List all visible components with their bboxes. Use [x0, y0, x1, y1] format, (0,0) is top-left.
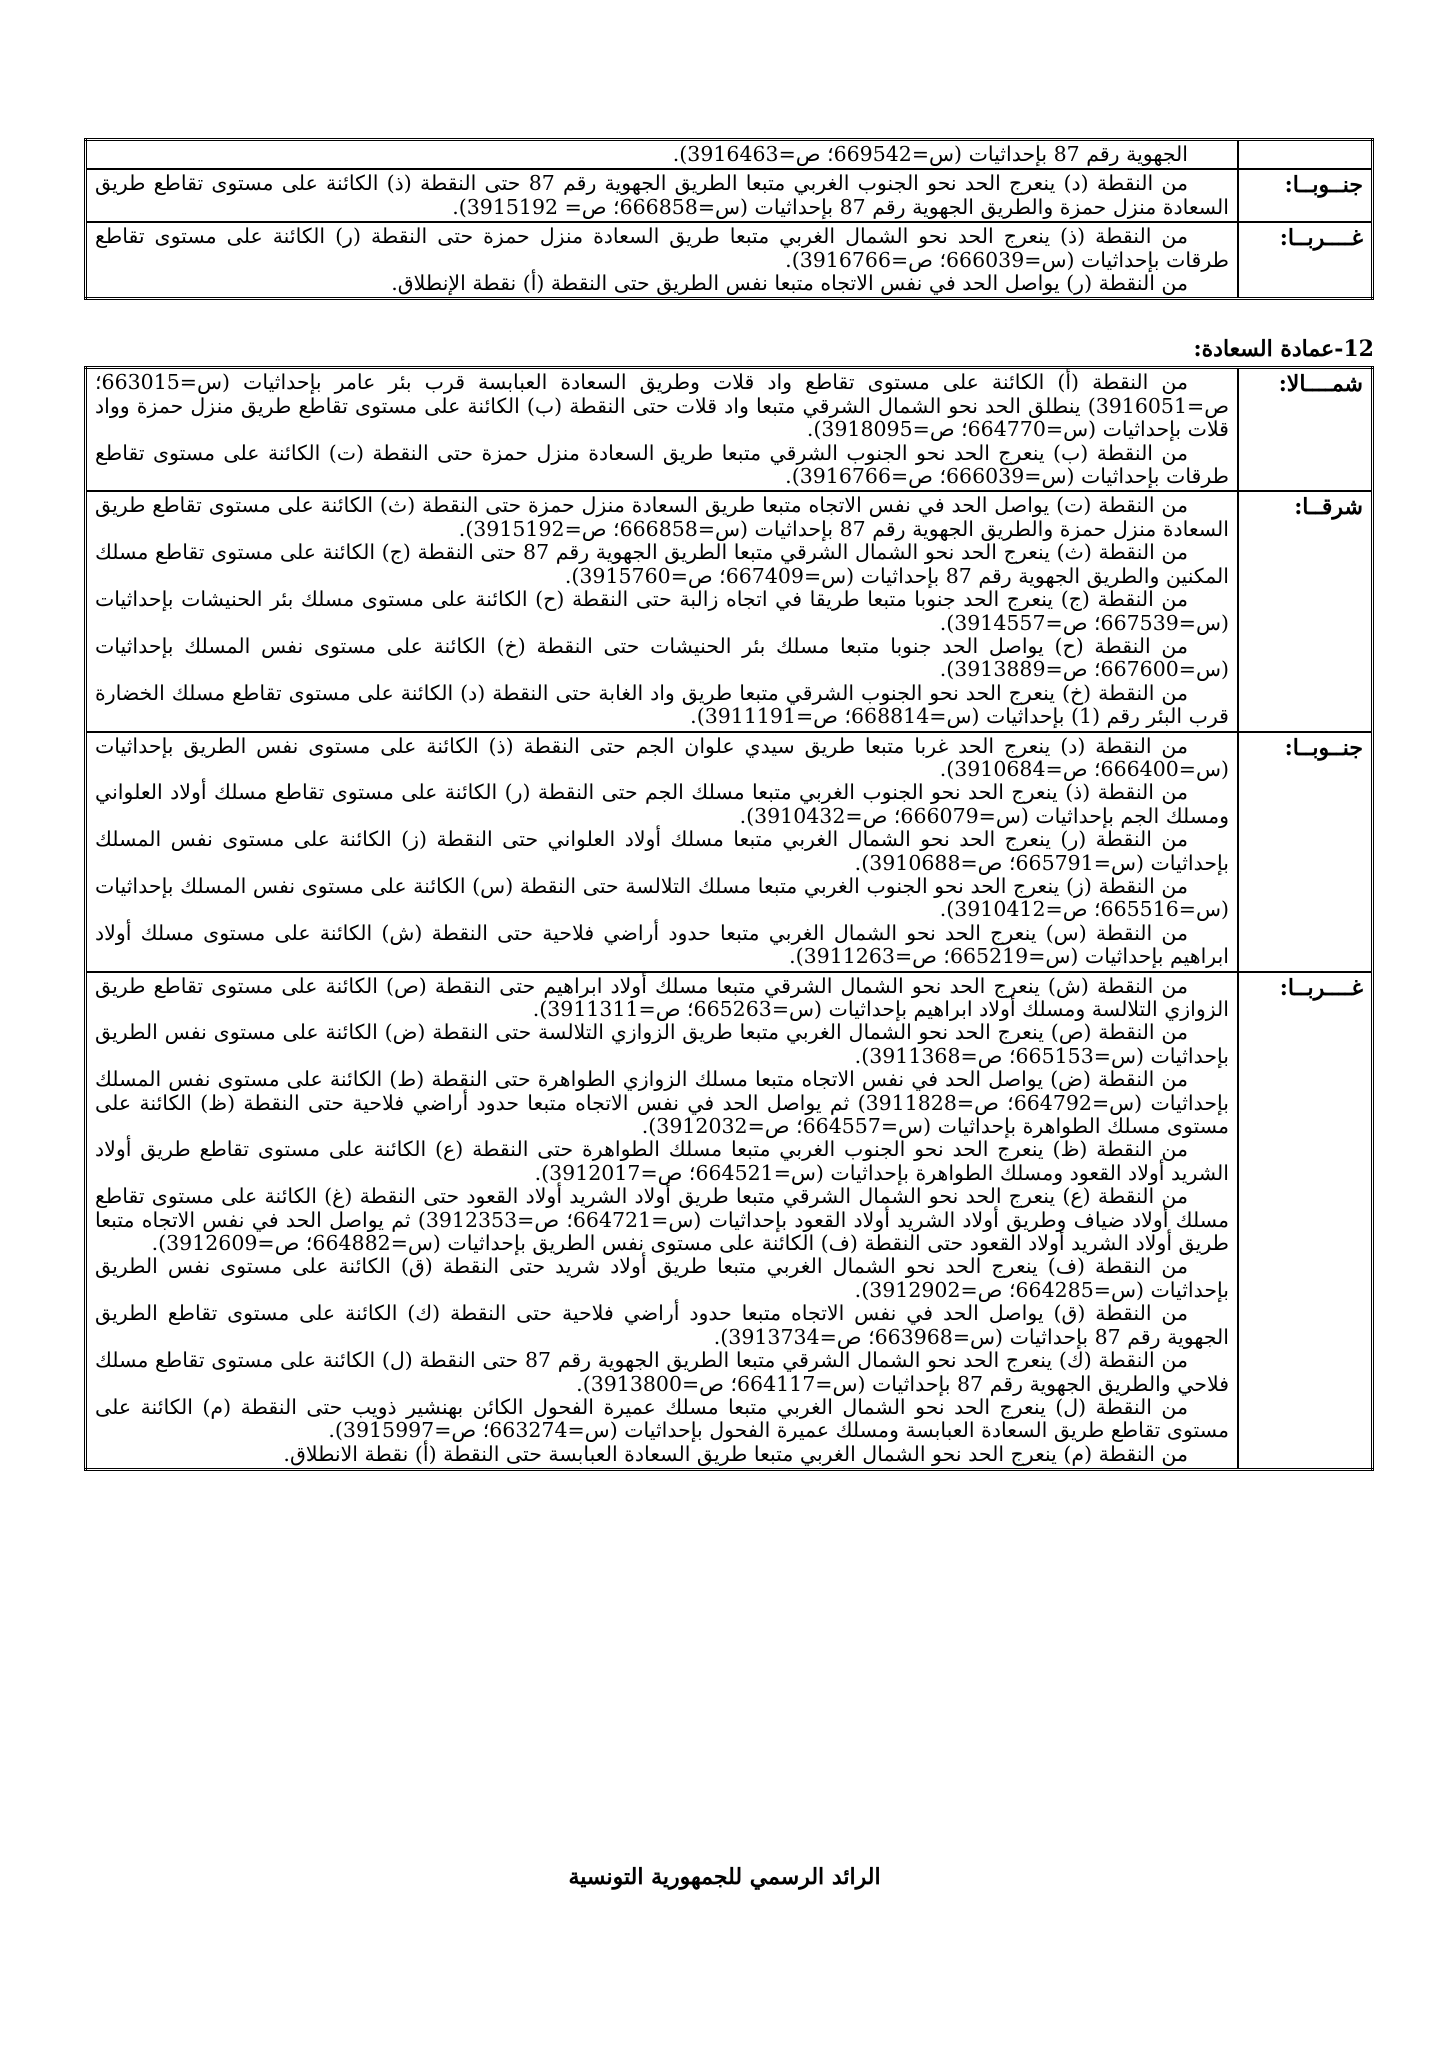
boundary-paragraph: من النقطة (س) ينعرج الحد نحو الشمال الغربي متبعا حدود أراضي فلاحية حتى النقطة (ش) الكائنة على مستوى مسلك أولاد ابراهيم بإحداثيات (س=665219؛ ص=3911263). — [95, 920, 1229, 969]
boundary-paragraph: من النقطة (ث) ينعرج الحد نحو الشمال الشرقي متبعا الطريق الجهوية رقم 87 حتى النقطة (ج) الكائنة على مستوى تقاطع مسلك المكنين والطريق الجهوية رقم 87 بإحداثيات (س=667409؛ ص=3915760). — [95, 540, 1229, 588]
boundary-paragraph: من النقطة (ب) ينعرج الحد نحو الجنوب الشرقي متبعا طريق السعادة منزل حمزة حتى النقطة (ت) الكائنة على مستوى تقاطع طرقات بإحداثيات (س=666039؛ ص=3916766). — [95, 440, 1229, 489]
boundary-table-saada — [84, 366, 1374, 1471]
boundary-paragraph: الجهوية رقم 87 بإحداثيات (س=669542؛ ص=3916463). — [672, 142, 1188, 166]
boundary-row — [86, 732, 1373, 972]
boundary-description — [86, 491, 1239, 731]
boundary-description — [86, 368, 1239, 492]
boundary-paragraph: من النقطة (م) ينعرج الحد نحو الشمال الغربي متبعا طريق السعادة العبابسة حتى النقطة (أ) نقطة الانطلاق. — [283, 1441, 1188, 1466]
boundary-paragraph: من النقطة (ذ) ينعرج الحد نحو الجنوب الغربي متبعا مسلك الجم حتى النقطة (ر) الكائنة على مستوى تقاطع مسلك أولاد العلواني ومسلك الجم بإحداثيات (س=666079؛ ص=3910432). — [95, 780, 1229, 828]
boundary-paragraph: من النقطة (ت) يواصل الحد في نفس الاتجاه متبعا طريق السعادة منزل حمزة حتى النقطة (ث) الكائنة على مستوى تقاطع طريق السعادة منزل حمزة والطريق الجهوية رقم 87 بإحداثيات (س=666858؛ ص=3915192). — [95, 493, 1229, 541]
boundary-paragraph: من النقطة (ل) ينعرج الحد نحو الشمال الغربي متبعا مسلك عميرة الفحول الكائن بهنشير ذويب حتى النقطة (م) الكائنة على مستوى تقاطع طريق السعادة العبابسة ومسلك عميرة الفحول بإحداثيات (س=663274؛ ص=3915997). — [95, 1394, 1229, 1443]
boundary-paragraph: من النقطة (د) ينعرج الحد غربا متبعا طريق سيدي علوان الجم حتى النقطة (ذ) الكائنة على مستوى نفس الطريق بإحداثيات (س=666400؛ ص=3910684). — [95, 733, 1229, 781]
boundary-paragraph: من النقطة (ق) يواصل الحد في نفس الاتجاه متبعا حدود أراضي فلاحية حتى النقطة (ك) الكائنة على مستوى تقاطع الطريق الجهوية رقم 87 بإحداثيات (س=663968؛ ص=3913734). — [95, 1301, 1229, 1349]
boundary-paragraph: من النقطة (ر) ينعرج الحد نحو الشمال الغربي متبعا مسلك أولاد العلواني حتى النقطة (ز) الكائنة على مستوى نفس المسلك بإحداثيات (س=665791؛ ص=3910688). — [95, 827, 1229, 875]
direction-label: غــــربــا: — [1238, 222, 1373, 299]
boundary-paragraph: من النقطة (ظ) ينعرج الحد نحو الجنوب الغربي متبعا مسلك الطواهرة حتى النقطة (ع) الكائنة على مستوى تقاطع طريق أولاد الشريد أولاد القعود ومسلك الطواهرة بإحداثيات (س=664521؛ ص=3912017). — [95, 1137, 1229, 1185]
direction-label: شمــــالا: — [1238, 368, 1373, 492]
boundary-paragraph: من النقطة (ف) ينعرج الحد نحو الشمال الغربي متبعا طريق أولاد شريد حتى النقطة (ق) الكائنة على مستوى نفس الطريق بإحداثيات (س=664285؛ ص=3912902). — [95, 1254, 1229, 1302]
boundary-description — [86, 732, 1239, 972]
boundary-paragraph: من النقطة (خ) ينعرج الحد نحو الجنوب الشرقي متبعا طريق واد الغابة حتى النقطة (د) الكائنة على مستوى تقاطع مسلك الخضارة قرب البئر رقم (1) بإحداثيات (س=668814؛ ص=3911191). — [95, 680, 1229, 729]
boundary-paragraph: من النقطة (ز) ينعرج الحد نحو الجنوب الغربي متبعا مسلك التلالسة حتى النقطة (س) الكائنة على مستوى نفس المسلك بإحداثيات (س=665516؛ ص=3910412). — [95, 873, 1229, 922]
boundary-row — [86, 222, 1373, 299]
direction-label — [1238, 140, 1373, 170]
boundary-paragraph: من النقطة (د) ينعرج الحد نحو الجنوب الغربي متبعا الطريق الجهوية رقم 87 حتى النقطة (ذ) الكائنة على مستوى تقاطع طريق السعادة منزل حمزة والطريق الجهوية رقم 87 بإحداثيات (س=666858؛ ص= 3915192). — [95, 171, 1229, 219]
boundary-paragraph: من النقطة (ك) ينعرج الحد نحو الشمال الشرقي متبعا الطريق الجهوية رقم 87 حتى النقطة (ل) الكائنة على مستوى تقاطع مسلك فلاحي والطريق الجهوية رقم 87 بإحداثيات (س=664117؛ ص=3913800). — [95, 1348, 1229, 1396]
boundary-paragraph: من النقطة (ذ) ينعرج الحد نحو الشمال الغربي متبعا طريق السعادة منزل حمزة حتى النقطة (ر) الكائنة على مستوى تقاطع طرقات بإحداثيات (س=666039؛ ص=3916766). — [95, 224, 1229, 272]
direction-label: غــــربــا: — [1238, 972, 1373, 1470]
boundary-paragraph: من النقطة (ض) يواصل الحد في نفس الاتجاه متبعا مسلك الزوازي الطواهرة حتى النقطة (ط) الكائنة على مستوى نفس المسلك بإحداثيات (س=664792؛ ص=3911828) ثم يواصل الحد في نفس الاتجاه متبعا حدود أراضي فلاحية حتى النقطة (ظ) الكائنة على مستوى مسلك الطواهرة بإحداثيات (س=664557؛ ص=3912032). — [95, 1067, 1229, 1139]
boundary-row — [86, 491, 1373, 731]
boundary-description — [86, 140, 1239, 170]
direction-label: جنــوبــا: — [1238, 169, 1373, 222]
boundary-row — [86, 972, 1373, 1470]
boundary-table-continued — [84, 138, 1374, 300]
boundary-paragraph: من النقطة (ج) ينعرج الحد جنوبا متبعا طريقا في اتجاه زالبة حتى النقطة (ح) الكائنة على مستوى مسلك بئر الحنيشات بإحداثيات (س=667539؛ ص=3914557). — [95, 587, 1229, 635]
boundary-paragraph: من النقطة (ع) ينعرج الحد نحو الشمال الشرقي متبعا طريق أولاد الشريد أولاد القعود حتى النقطة (غ) الكائنة على مستوى تقاطع مسلك أولاد ضياف وطريق أولاد الشريد أولاد القعود بإحداثيات (س=664721؛ ص=3912353) ثم يواصل الحد في نفس الاتجاه متبعا طريق أولاد الشريد أولاد القعود حتى النقطة (ف) الكائنة على مستوى نفس الطريق بإحداثيات (س=664882؛ ص=3912609). — [95, 1184, 1229, 1256]
page-content — [84, 138, 1374, 1471]
direction-label: جنــوبــا: — [1238, 732, 1373, 972]
boundary-paragraph: من النقطة (ر) يواصل الحد في نفس الاتجاه متبعا نفس الطريق حتى النقطة (أ) نقطة الإنطلاق. — [391, 271, 1188, 296]
boundary-row — [86, 169, 1373, 222]
boundary-row — [86, 368, 1373, 492]
boundary-description — [86, 972, 1239, 1470]
section-title: 12-عمادة السعادة: — [1193, 336, 1374, 363]
boundary-paragraph: من النقطة (أ) الكائنة على مستوى تقاطع واد قلات وطريق السعادة العبابسة قرب بئر عامر بإحداثيات (س=663015؛ ص=3916051) ينطلق الحد نحو الشمال الشرقي متبعا واد قلات حتى النقطة (ب) الكائنة على مستوى تقاطع طريق منزل حمزة وواد قلات بإحداثيات (س=664770؛ ص=3918095). — [95, 370, 1229, 442]
direction-label: شرقــا: — [1238, 491, 1373, 731]
boundary-paragraph: من النقطة (ح) يواصل الحد جنوبا متبعا مسلك بئر الحنيشات حتى النقطة (خ) الكائنة على مستوى نفس المسلك بإحداثيات (س=667600؛ ص=3913889). — [95, 633, 1229, 682]
boundary-paragraph: من النقطة (ص) ينعرج الحد نحو الشمال الغربي متبعا طريق الزوازي التلالسة حتى النقطة (ض) الكائنة على مستوى نفس الطريق بإحداثيات (س=665153؛ ص=3911368). — [95, 1020, 1229, 1068]
boundary-description — [86, 169, 1239, 222]
boundary-row — [86, 140, 1373, 170]
page-footer: الرائد الرسمي للجمهورية التونسية — [568, 1864, 881, 1890]
boundary-paragraph: من النقطة (ش) ينعرج الحد نحو الشمال الشرقي متبعا مسلك أولاد ابراهيم حتى النقطة (ص) الكائنة على مستوى تقاطع طريق الزوازي التلالسة ومسلك أولاد ابراهيم بإحداثيات (س=665263؛ ص=3911311). — [95, 973, 1229, 1021]
boundary-description — [86, 222, 1239, 299]
